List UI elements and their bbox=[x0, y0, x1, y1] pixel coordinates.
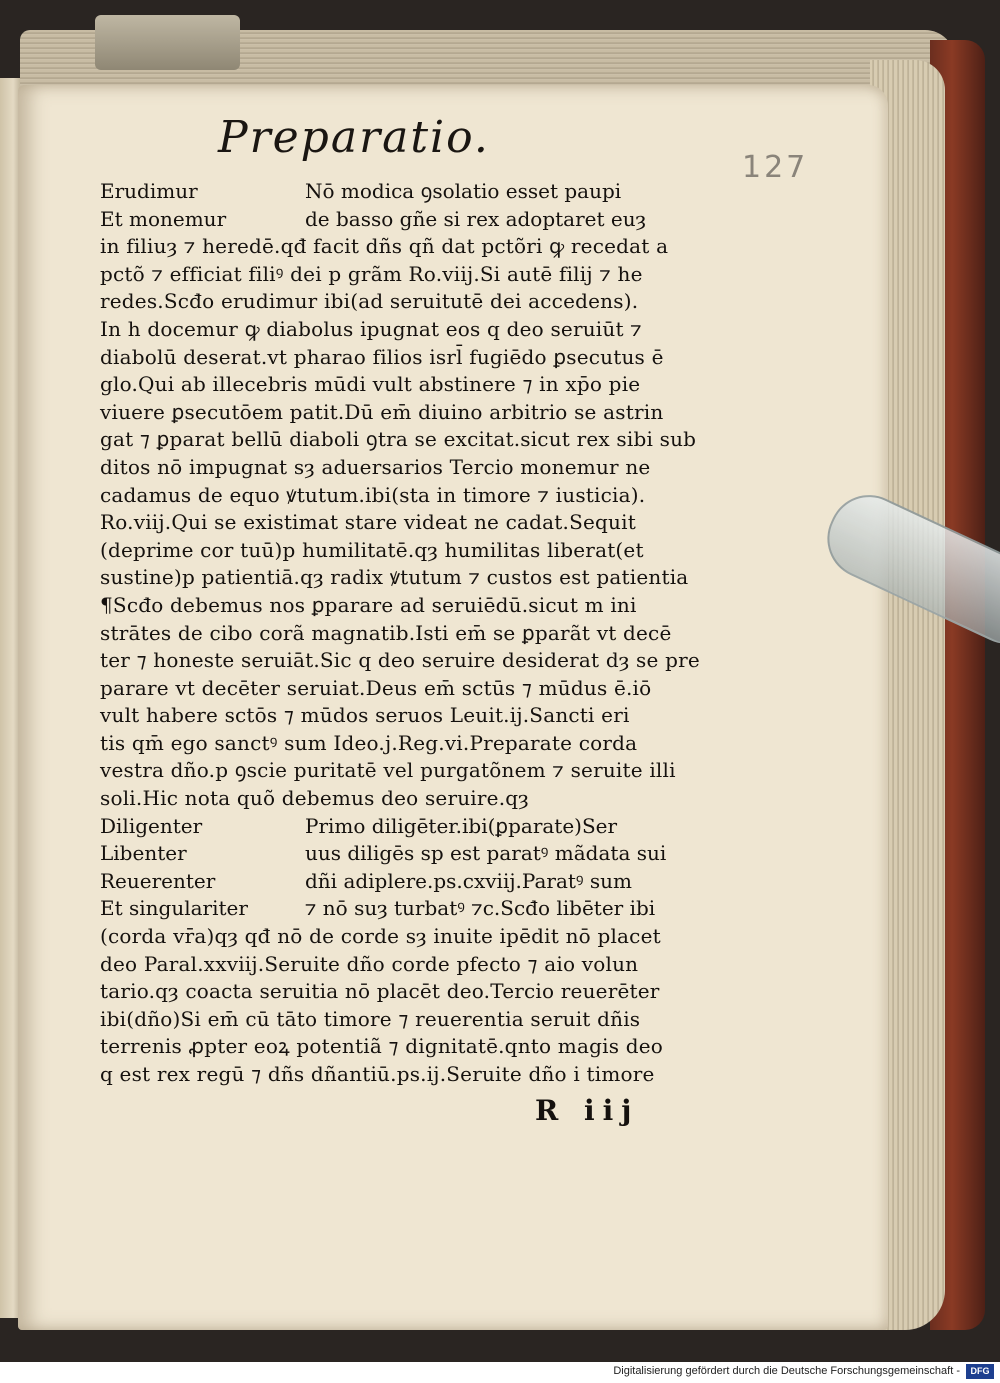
text-line: (corda vr̄a)qȝ qđ nō de corde sȝ inuite ipēdit nō placet bbox=[100, 924, 661, 949]
text-line: dñi adiplere.ps.cxviij.Paratꝰ sum bbox=[305, 868, 633, 893]
text-line: vestra dño.p ꝯscie puritatē vel purgatõnem ⁊ seruite illi bbox=[100, 758, 676, 783]
text-line: gat ⁊ ꝑparat bellū diaboli ꝯtra se excitat.sicut rex sibi sub bbox=[100, 427, 697, 452]
marginal-heading: Reuerenter bbox=[100, 868, 216, 893]
text-line: glo.Qui ab illecebris mūdi vult abstinere ⁊ in xp̄o pie bbox=[100, 372, 641, 397]
footer-bar bbox=[0, 1362, 1000, 1383]
text-line: cadamus de equo ꝟtutum.ibi(sta in timore ⁊ iusticia). bbox=[100, 482, 646, 507]
marginal-heading: Erudimur bbox=[100, 179, 198, 203]
handwritten-heading: Preparatio. bbox=[218, 112, 490, 163]
text-row bbox=[100, 840, 700, 868]
text-line: in filiuȝ ⁊ heredē.qđ facit dñs qñ dat pctõri ꝙ recedat a bbox=[100, 234, 669, 259]
marginal-heading: Libenter bbox=[100, 841, 187, 866]
printed-text-block bbox=[100, 178, 700, 1089]
text-line: redes.Scđo erudimur ibi(ad seruitutē dei accedens). bbox=[100, 289, 639, 314]
funding-credit: Digitalisierung gefördert durch die Deutsche Forschungsgemeinschaft - bbox=[613, 1365, 960, 1377]
text-row bbox=[100, 206, 700, 234]
marginal-heading: Et singulariter bbox=[100, 896, 248, 921]
text-line: soli.Hic nota quõ debemus deo seruire.qȝ bbox=[100, 786, 529, 811]
marginal-heading: Et monemur bbox=[100, 206, 227, 231]
text-line: Ro.viij.Qui se existimat stare videat ne cadat.Sequit bbox=[100, 510, 636, 535]
text-line: sustine)p patientiā.qȝ radix ꝟtutum ⁊ custos est patientia bbox=[100, 565, 689, 590]
dfg-logo: DFG bbox=[966, 1364, 994, 1379]
text-line: pctõ ⁊ efficiat filiꝰ dei p grãm Ro.viij.Si autē filij ⁊ he bbox=[100, 261, 643, 286]
text-line: Nō modica ꝯsolatio esset paupi bbox=[305, 179, 622, 203]
text-line: viuere ꝑsecutōem patit.Dū em̄ diuino arbitrio se astrin bbox=[100, 399, 664, 424]
text-row bbox=[100, 178, 700, 206]
text-line: ¶Scđo debemus nos ꝑparare ad seruiēdū.sicut m ini bbox=[100, 592, 637, 617]
text-line: deo Paral.xxviij.Seruite dño corde pfecto ⁊ aio volun bbox=[100, 951, 639, 976]
text-line: tis qm̄ ego sanctꝰ sum Ideo.j.Reg.vi.Preparate corda bbox=[100, 730, 638, 755]
text-line: ibi(dño)Si em̄ cū tāto timore ⁊ reuerentia seruit dñis bbox=[100, 1006, 641, 1031]
text-line: tario.qȝ coacta seruitia nō placēt deo.Tercio reuerēter bbox=[100, 979, 660, 1004]
text-line: q est rex regū ⁊ dñs dñantiū.ps.ij.Seruite dño i timore bbox=[100, 1062, 655, 1086]
text-line: In h docemur ꝙ diabolus ipugnat eos q deo seruiūt ⁊ bbox=[100, 316, 642, 341]
text-row bbox=[100, 868, 700, 896]
marginal-heading: Diligenter bbox=[100, 813, 203, 838]
text-line: (deprime cor tuū)p humilitatē.qȝ humilitas liberat(et bbox=[100, 537, 644, 562]
text-row bbox=[100, 895, 700, 923]
text-line: ditos nō impugnat sȝ aduersarios Tercio monemur ne bbox=[100, 454, 651, 479]
text-line: Primo diligēter.ibi(ꝑparate)Ser bbox=[305, 813, 618, 838]
text-line: vult habere sctōs ⁊ mūdos seruos Leuit.ij.Sancti eri bbox=[100, 703, 630, 728]
folio-number: 127 bbox=[742, 150, 809, 185]
signature-mark: R iij bbox=[535, 1094, 640, 1127]
text-line: ter ⁊ honeste seruiāt.Sic q deo seruire desiderat dȝ se pre bbox=[100, 648, 700, 673]
text-line: diabolū deserat.vt pharao filios isrl̄ fugiēdo ꝑsecutus ē bbox=[100, 344, 664, 369]
text-line: parare vt decēter seruiat.Deus em̄ sctūs ⁊ mūdus ē.iō bbox=[100, 675, 652, 700]
text-line: terrenis ꝓpter eoꝝ potentiã ⁊ dignitatē.qnto magis deo bbox=[100, 1034, 663, 1059]
text-line: uus diligēs sp est paratꝰ mãdata sui bbox=[305, 841, 667, 866]
text-line: de basso gñe si rex adoptaret euȝ bbox=[305, 206, 647, 231]
text-row bbox=[100, 813, 700, 841]
text-line: strātes de cibo corã magnatib.Isti em̄ se ꝑparãt vt decē bbox=[100, 620, 672, 645]
text-line: ⁊ nō suȝ turbatꝰ ⁊c.Scđo libēter ibi bbox=[305, 896, 656, 921]
spine-tab bbox=[95, 15, 240, 70]
